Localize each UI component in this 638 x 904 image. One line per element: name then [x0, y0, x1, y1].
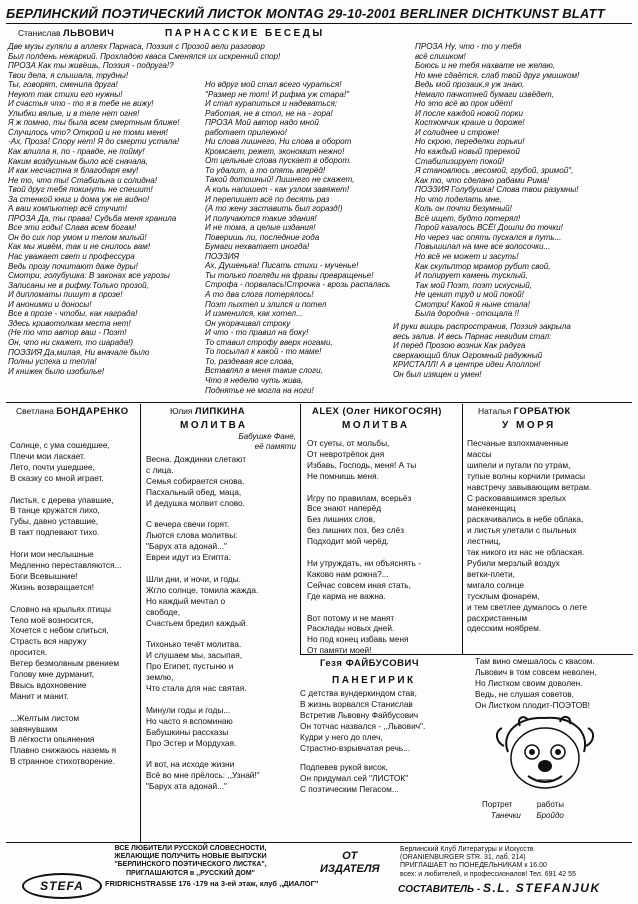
verse-line: Ни слова лишнего, Ни слова в оборот	[205, 137, 352, 147]
verse-line: И руки вширь распространив, Поэзия закрыла	[393, 322, 571, 331]
panegyric-bottom	[300, 762, 480, 795]
verse-line: просится.	[10, 647, 48, 658]
verse-line: Здесь кривотолкам места нет!	[8, 318, 131, 328]
verse-line: Так мой Поэт, поэт искусный,	[415, 280, 532, 290]
verse-line: сверкающий блик Огромный радужный	[393, 350, 543, 360]
panegyric-rule	[300, 654, 633, 655]
verse-line: Ни утруждать, ни объяснять -	[307, 557, 421, 568]
verse-line: расхристанным	[467, 612, 528, 623]
verse-line: И книжек было изобилье!	[8, 366, 105, 376]
verse-line: В жизнь ворвался Станислав	[300, 698, 413, 709]
verse-line: И слушаем мы, засыпая,	[146, 650, 243, 661]
verse-line: Твой друг тебя покинуть не спешит!	[8, 185, 153, 195]
verse-line: Как влилла я, по - правде, не пойму!	[8, 147, 145, 157]
verse-line: Каково нам рожна?...	[307, 568, 389, 579]
verse-line: Хочется с небом слиться,	[10, 625, 109, 636]
verse-line: Минули годы и годы...	[146, 704, 231, 715]
top-title: ПАРНАССКИЕ БЕСЕДЫ	[165, 28, 325, 39]
verse-line: Поверишь ли, последние года	[205, 232, 320, 242]
verse-line: Записаны не в рифму.Только прозой,	[8, 280, 149, 290]
verse-line: Стабилизирует покой!	[415, 156, 505, 166]
verse-line: Но скрою, переделки горьки!	[415, 137, 525, 147]
verse-line: Там вино смешалось с квасом.	[475, 656, 595, 666]
verse-line: (Не то что автор ваш - Поэт!	[8, 328, 127, 338]
footer-address: FRIDRICHSTRASSE 176 -179 на 3-ей этаж, клуб ,,ДИАЛОГ"	[105, 879, 319, 888]
verse-line: В странное стихотворение.	[10, 756, 115, 767]
verse-line: ПРОЗА Да, ты права! Судьба меня хранила	[8, 213, 177, 223]
verse-line: В такт подпевают тихо.	[10, 527, 100, 538]
verse-line: И анонимки и доносы!	[8, 299, 92, 309]
verse-line: Боги Всевышние!	[10, 570, 78, 581]
dedication-line: её памяти	[254, 441, 296, 451]
verse-line	[146, 748, 298, 759]
verse-line: Жизнь возвращается!	[10, 581, 95, 592]
verse-line: И счастья что - то я в тебе не вижу!	[8, 99, 154, 109]
verse-line: А то два слога потерялось!	[205, 290, 314, 300]
verse-line: И не тома, а целые издания!	[205, 223, 316, 233]
verse-line: Ноги мои неслышные	[10, 549, 94, 560]
verse-line: и тем светлее думалось о лете	[467, 601, 588, 612]
verse-line: Страстно-взрывчатая речь...	[300, 742, 411, 753]
verse-line: без лишних поз, без слёз	[307, 525, 405, 536]
verse-line: тупые волны корчили гримасы	[467, 470, 586, 481]
verse-line: Подпевев рукой висок,	[300, 762, 388, 772]
verse-line: Бумаги нехватает иногда!	[205, 242, 310, 252]
verse-line: То удалит, а то опять вперёд!	[205, 165, 326, 175]
verse-line: Строфа - порвалась!Строчка - врозь распалась	[205, 280, 391, 290]
verse-line: Рубили мерзлый воздух	[467, 557, 560, 568]
verse-line: С детства вундеркиндом став,	[300, 688, 417, 698]
verse-line: шипели и пугали по утрам,	[467, 459, 571, 470]
section-rule	[6, 402, 632, 403]
verse-line: навстречу завывающим ветрам.	[467, 481, 592, 492]
verse-line: Встретив Львовну Файбусович	[300, 709, 419, 720]
verse-line: "Барух ата адонай..."	[146, 781, 227, 792]
bondarenko-author: Светлана БОНДАРЕНКО	[16, 406, 129, 417]
verse-line	[307, 602, 459, 613]
fajbusovich-author: Гезя ФАЙБУСОВИЧ	[320, 658, 420, 669]
verse-line: Плавно снижаюсь наземь я	[10, 745, 117, 756]
verse-line: Смотри! Какой я ныне стала!	[415, 299, 530, 309]
verse-line: лестниц,	[467, 536, 501, 547]
verse-line: С расковавшимся зрелых	[467, 492, 566, 503]
lipkina-poem	[146, 454, 298, 792]
verse-line: "Размер не тот! И рифма уж стара!"	[205, 89, 350, 99]
verse-line	[146, 629, 298, 640]
verse-line: Голову мне дурманит,	[10, 669, 95, 680]
verse-line: Семья собирается снова.	[146, 475, 245, 486]
verse-line: И перепишет всё по десять раз	[205, 194, 330, 204]
verse-line: Коль он почти безумный!	[415, 204, 512, 214]
verse-line: Про Эстер и Мордухая.	[146, 737, 237, 748]
verse-line: Пасхальный обед, маца,	[146, 486, 242, 497]
verse-line: и листья улетали с пыльных	[467, 525, 577, 536]
verse-line: Ты, говорят, сменила друга!	[8, 80, 118, 90]
verse-line: Плечи мои ласкает.	[10, 450, 86, 461]
verse-line: Поднятье не могла на ноги!	[205, 385, 314, 395]
verse-line: Поэт пыхтел и злился и потел	[205, 299, 327, 309]
verse-line: Избавь, Господь, меня! А ты	[307, 459, 417, 470]
verse-line: Кромсает, режет, экономит нежно!	[205, 146, 345, 156]
verse-line: И что - то правил на боку!	[205, 328, 309, 338]
verse-line: Я становлюсь ,весомой, грубой, зримой",	[415, 166, 574, 176]
verse-line: Листья, с дерева упавшие,	[10, 494, 114, 505]
verse-line: В танце кружатся лихо,	[10, 505, 100, 516]
verse-line: Улыбки вялые, и в теле нет огня!	[8, 108, 140, 118]
verse-line: Он до сих пор умом и телом милый!	[8, 232, 147, 242]
footer-line: ПРИГЛАШАЮТСЯ в ,,РУССКИЙ ДОМ"	[126, 869, 255, 877]
verse-line: Порой казалось ВСЁ! Дошли до точки!	[415, 223, 563, 233]
verse-line: с лица.	[146, 464, 174, 475]
verse-line: И дедушка молвит слово.	[146, 497, 245, 508]
lipkina-dedication	[200, 432, 296, 451]
verse-line: А ваш компьютер всё стучит!	[8, 204, 128, 214]
verse-line: ПРОЗА Мой автор надо мной	[205, 118, 319, 128]
top-author: Станислав ЛЬВОВИЧ	[18, 28, 115, 39]
verse-line: Лето, почти ушедшее,	[10, 461, 95, 472]
verse-line: Не ценит труд и мой покой!	[415, 290, 524, 300]
verse-line: всё слишком!	[415, 51, 466, 61]
verse-line: И вот, на исходе жизни	[146, 759, 235, 770]
column-divider	[140, 404, 141, 842]
verse-line	[307, 482, 459, 493]
verse-line: массы	[467, 448, 492, 459]
verse-line: Такой дотошный! Лишнего не скажет,	[205, 175, 355, 185]
verse-line: раскачивались в небе облака,	[467, 514, 584, 525]
alex-poem	[307, 438, 459, 656]
footer-line: ПРИГЛАШАЕТ по ПОНЕДЕЛЬНИКАМ к 16.00	[400, 862, 547, 870]
verse-line	[146, 694, 298, 705]
panegyric-title: ПАНЕГИРИК	[332, 675, 416, 686]
verse-line: ПОЭЗИЯ Голубушка! Слова твои разумны!	[415, 185, 579, 195]
verse-line: Он Листком плодит-ПОЭТОВ!	[475, 699, 590, 710]
verse-line: Все в прозе - чтобы, как награда!	[8, 309, 138, 319]
verse-line: Повышилал на мне все волосочки...	[415, 242, 551, 252]
column-divider	[462, 404, 463, 654]
footer-club	[400, 846, 633, 879]
bondarenko-poem	[10, 440, 138, 767]
verse-line: Как мы живём, так и не снилось вам!	[8, 242, 151, 252]
verse-line: Подходит мой черёд.	[307, 536, 389, 547]
verse-line: Две музы гуляли в аллеях Парнаса, Поэзия с Прозой вели разговор	[8, 42, 265, 51]
verse-line: землю,	[146, 672, 174, 683]
verse-line	[146, 563, 298, 574]
verse-line: работает прилежно!	[205, 127, 287, 137]
footer-line: ЖЕЛАЮЩИЕ ПОЛУЧИТЬ НОВЫЕ ВЫПУСКИ	[114, 853, 267, 861]
verse-line: От невротрёпок дня	[307, 448, 385, 459]
verse-line: Шли дни, и ночи, и годы.	[146, 573, 241, 584]
verse-line: Но под конец избавь меня	[307, 634, 409, 645]
verse-line	[146, 509, 298, 520]
verse-line: "Барух ата адонай..."	[146, 541, 227, 552]
verse-line: Губы, давно уставшие,	[10, 516, 99, 527]
verse-line: Костюмчик краше и дороже!	[415, 118, 525, 128]
footer-line: ВСЕ ЛЮБИТЕЛИ РУССКОЙ СЛОВЕСНОСТИ,	[114, 845, 267, 852]
verse-line: КРИСТАЛЛ! А в центре идеи Аполлон!	[393, 360, 541, 370]
verse-line: Но всё не может и засуть!	[415, 252, 519, 262]
verse-line: свободе,	[146, 606, 181, 617]
verse-line: Ведь прозу почитают даже дуры!	[8, 261, 138, 271]
stefa-logo: STEFA	[22, 873, 102, 899]
verse-line: И солиднее и строже!	[415, 127, 500, 137]
verse-line: Сейчас совсем иная стать,	[307, 579, 411, 590]
verse-line: Был полдень нежаркий. Прохладою кваса Сменялся их искренний спор!	[8, 51, 281, 61]
gorbatyuk-author: Наталья ГОРБАТЮК	[478, 406, 571, 417]
verse-line: Нас уважает свет и профессура	[8, 252, 135, 262]
verse-line: И как несчастна я благодаря ему!	[8, 166, 139, 176]
verse-line: То ставил строфу вверх ногами,	[205, 337, 333, 347]
footer-rule	[6, 842, 632, 843]
verse-line: Ведь мой прозаик,я уж знаю,	[415, 80, 525, 90]
verse-line: От суеты, от мольбы,	[307, 438, 390, 448]
verse-line: Тихонько течёт молитва.	[146, 639, 242, 650]
verse-line: весь залив. И весь Парнас невидим стал:	[393, 331, 552, 341]
verse-line: Манит и манит.	[10, 690, 69, 701]
verse-line: Но каждый новый пререкой	[415, 147, 520, 157]
verse-line: Что стала для нас святая.	[146, 683, 247, 694]
compiler: СОСТАВИТЕЛЬ - S.L. STEFANJUK	[398, 881, 601, 895]
verse-line	[10, 593, 138, 604]
verse-line: Расклады новых дней.	[307, 623, 395, 634]
verse-line: одесским ноябрем.	[467, 623, 542, 634]
verse-line: И дипломаты пишут в прозе!	[8, 290, 123, 300]
verse-line: Но это всё во прок идёт!	[415, 99, 513, 109]
verse-line: Евреи идут из Египта.	[146, 552, 231, 563]
verse-line: Но через час опять пускался в путь...	[415, 232, 562, 242]
verse-line: Он, что ни скажет, то шарада!)	[8, 337, 134, 347]
verse-line: Что я неделю чуть жива,	[205, 375, 304, 385]
verse-line: Не то, что ты! Стабильна и солидна!	[8, 175, 157, 185]
verse-line: Медленно переставляются...	[10, 559, 122, 570]
verse-line: Без лишних слов,	[307, 514, 376, 525]
verse-line: И после каждой новой порки	[415, 108, 524, 118]
verse-line: То, раздевая все слова,	[205, 356, 295, 366]
gorbatyuk-poem	[467, 438, 633, 634]
verse-line: Я ж помню, ты была всем смертным ближе!	[8, 118, 180, 128]
verse-line: завянувшим	[10, 723, 58, 734]
verse-line: Ведь, не слушая советов,	[475, 688, 574, 699]
verse-line: Весна. Дождинки слетают	[146, 454, 247, 464]
verse-line: Льются слова молитвы:	[146, 530, 238, 541]
verse-line: Игру по правилам, всерьёз	[307, 492, 412, 503]
verse-line: Про Египет, пустыню и	[146, 661, 234, 672]
header-rule	[6, 23, 632, 24]
verse-line: Львович в том совсем неволен,	[475, 666, 597, 677]
verse-line: Ввысь вдохновение	[10, 679, 87, 690]
verse-line: мигало солнце	[467, 579, 525, 590]
verse-line: Вот потому и не манят	[307, 612, 395, 623]
verse-line: Он был изящен и умен!	[393, 369, 482, 379]
verse-line: Немало пачкотней бумаги извёдет,	[415, 89, 554, 99]
lipkina-author: Юлия ЛИПКИНА	[170, 406, 246, 417]
verse-line: И перед Прозою возник Как радуга	[393, 341, 526, 351]
verse-line: За стенкой книг и дома уж не видно!	[8, 194, 150, 204]
verse-line: В лёгкости опьянения	[10, 734, 95, 745]
verse-line: Страсть вся наружу	[10, 636, 87, 647]
verse-line: Все эти годы! Слава всем богам!	[8, 223, 137, 233]
verse-line: А коль напишет - как узлом завяжет!	[205, 185, 350, 195]
verse-line: Была дородна - отощала !!	[415, 309, 519, 319]
verse-line: Но часто я вспоминаю	[146, 715, 233, 726]
verse-line: Не помнишь меня.	[307, 470, 379, 481]
column-divider	[300, 404, 301, 654]
alex-title: МОЛИТВА	[342, 420, 410, 431]
footer-lovers	[78, 845, 303, 878]
verse-line: Солнце, с ума сошедшее,	[10, 440, 110, 450]
from-publisher: ОТ ИЗДАТЕЛЯ	[320, 850, 380, 875]
verse-line: Счастьем бредил каждый.	[146, 617, 248, 628]
verse-line: Смотри, голубушка: В законах все угрозы	[8, 271, 170, 281]
verse-line: Он тотчас назвался - ,,Львович".	[300, 720, 426, 731]
verse-line: Жгло солнце, томила жажда.	[146, 584, 259, 595]
caricature-portrait	[490, 712, 600, 800]
verse-line: ПОЭЗИЯ Да,милая, Ни вначале было	[8, 347, 150, 357]
verse-line: Ветер безмолвным рвением	[10, 658, 120, 669]
top-right-column	[415, 42, 633, 319]
verse-line: Ах, Душенька! Писать стихи - мученье!	[205, 261, 359, 271]
alex-author: ALEX (Олег НИКОГОСЯН)	[312, 406, 442, 417]
verse-line: Он придумал сей "ЛИСТОК"	[300, 772, 409, 783]
verse-line: Вставлял в меня такие слоги,	[205, 366, 323, 376]
verse-line: Но каждый мечтал о	[146, 595, 226, 606]
verse-line: Словно на крыльях птицы	[10, 603, 111, 614]
gorbatyuk-title: У МОРЯ	[502, 420, 556, 431]
verse-line: Случилось что? Открой и не томи меня!	[8, 127, 168, 137]
verse-line: Каким воздушным было всё сначала,	[8, 156, 148, 166]
verse-line: Но Листком своим доволен.	[475, 677, 583, 688]
verse-line: Тело моё возносится,	[10, 614, 94, 625]
verse-line: В сказку со мной играет.	[10, 472, 104, 483]
footer-line: (ORANIENBURGER STR. 31, лаб. 214)	[400, 854, 526, 862]
verse-line: Как скульптор мрамор рубит свой,	[415, 261, 551, 271]
dedication-line: Бабушке Фане,	[238, 432, 296, 441]
verse-line: манекенщиц	[467, 503, 516, 514]
verse-line	[10, 484, 138, 495]
top-middle-column	[205, 80, 410, 395]
verse-line: Ты только погляди на фразы превращенье!	[205, 270, 374, 280]
verse-line: С поэтическим Пегасом...	[300, 783, 399, 794]
verse-line: Он укорачивал строку	[205, 318, 291, 328]
verse-line	[307, 547, 459, 558]
verse-line: ПРОЗА Ну, что - то у тебя	[415, 42, 522, 51]
verse-line: От памяти моей!	[307, 645, 372, 656]
verse-line: Но что поделать мне,	[415, 194, 502, 204]
verse-line: Работая, не в стол, не на - гора!	[205, 108, 333, 118]
verse-line: -Ах, Проза! Спору нет! Я до смерти устала!	[8, 137, 180, 147]
footer-line: всех: и любителей, и профессионалов! Тел. 691 42 55	[400, 870, 576, 878]
panegyric-left	[300, 688, 472, 753]
verse-line: так никого из нас не облаская.	[467, 547, 585, 558]
verse-line: ПОЭЗИЯ	[205, 251, 240, 261]
verse-line	[10, 538, 138, 549]
page-header-title: БЕРЛИНСКИЙ ПОЭТИЧЕСКИЙ ЛИСТОК MONTAG 29-10-2001 BERLINER DICHTKUNST BLATT	[6, 6, 605, 21]
footer-line: "БЕРЛИНСКОГО ПОЭТИЧЕСКОГО ЛИСТКА",	[114, 861, 267, 869]
verse-line: Твои дела, я слышала, трудны!	[8, 70, 129, 80]
verse-line: Как то, что сделано рабами Рима!	[415, 175, 550, 185]
verse-line: Всё ищет, будто потерял!	[415, 213, 521, 223]
verse-line: Неуют так стихи его нужны!	[8, 89, 123, 99]
verse-line: Все знают наперёд	[307, 503, 382, 514]
verse-line: И стал курапиться и надеваться;	[205, 99, 338, 109]
portrait-caption: Портрет работы Танечки Бройдо	[482, 800, 565, 820]
verse-line: С вечера свечи горят.	[146, 519, 230, 530]
verse-line: Боюсь и не тебя нахвате не желаю,	[415, 61, 556, 71]
verse-line: (А то жену заставить был горазд!)	[205, 204, 343, 214]
verse-line: И получаются такие здания!	[205, 213, 317, 223]
verse-line: Но вдруг мой стал всего чураться!	[205, 80, 342, 89]
verse-line: И полирует камень тусклый,	[415, 271, 528, 281]
verse-line: Где карма не важна.	[307, 590, 386, 601]
verse-line: ПРОЗА Как ты живёшь, Поэзия - подруга!?	[8, 61, 174, 71]
verse-line: ветки-плети,	[467, 568, 515, 579]
top-finale	[393, 322, 633, 379]
verse-line: ...Желтым листом	[10, 712, 80, 723]
lipkina-title: МОЛИТВА	[180, 420, 248, 431]
verse-line: Песчаные взлохмаченные	[467, 438, 569, 448]
verse-line: От цельные слова пускает в оборот.	[205, 156, 352, 166]
verse-line: Бабушкины рассказы	[146, 726, 229, 737]
verse-line	[10, 702, 138, 713]
verse-line: тусклым фонарем,	[467, 590, 540, 601]
verse-line: И изменился, как хотел...	[205, 309, 303, 319]
verse-line: То посылал к какой - то маме!	[205, 347, 322, 357]
footer-line: Берлинский Клуб Литературы и Искусств	[400, 846, 534, 853]
panegyric-right	[475, 656, 635, 711]
verse-line: Всё во мне прёлось: ,,Узнай!"	[146, 770, 260, 781]
verse-line: Полны успеха и тепла!	[8, 357, 97, 367]
verse-line: Кудри у него до плеч,	[300, 731, 383, 742]
verse-line: Но мне сдаётся, слаб твой друг умишком!	[415, 70, 580, 80]
